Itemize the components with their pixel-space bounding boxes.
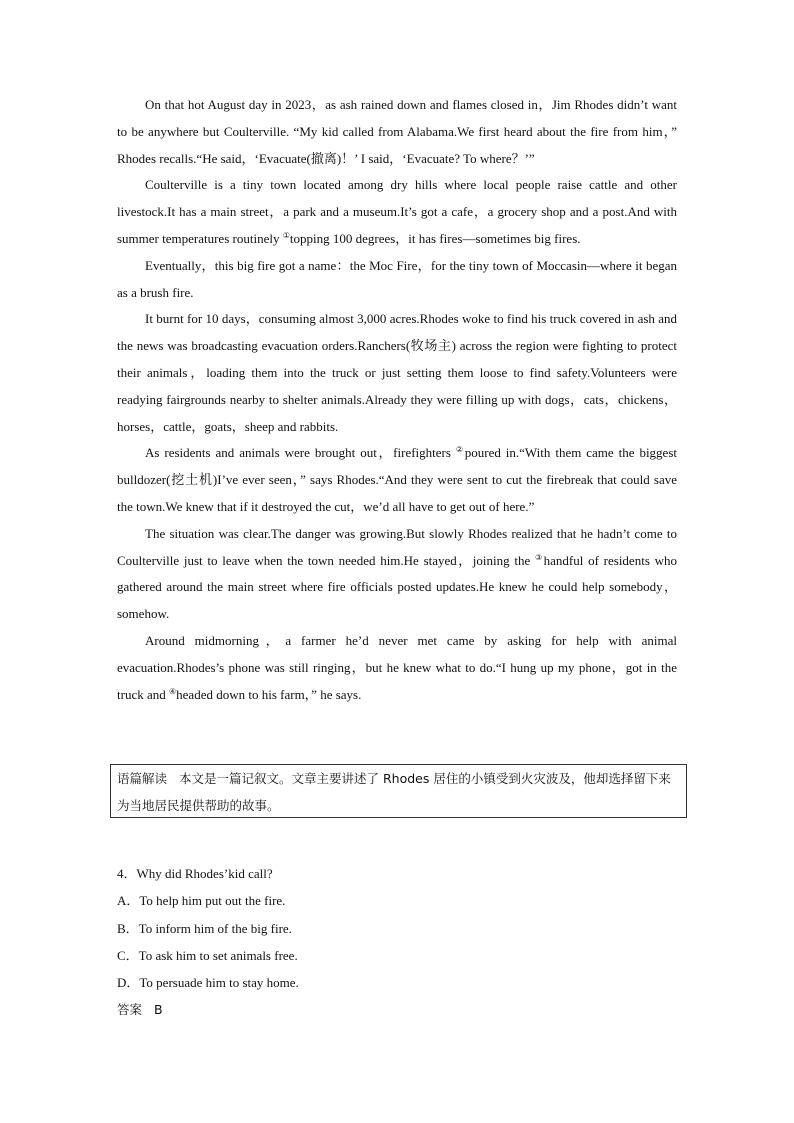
option-b: B．To inform him of the big fire. xyxy=(117,920,292,936)
paragraph-2-text-b: topping 100 degrees，it has fires—sometimes big fires. xyxy=(289,230,581,246)
footnote-marker-3: ③ xyxy=(534,552,544,562)
paragraph-6-text-a: The situation was clear.The danger was growing.But slowly Rhodes realized that he hadn’t come to Coulterville just to leave when the town needed him.He stayed，joining the xyxy=(117,525,677,568)
paragraph-7-text-a: Around midmorning，a farmer he’d never met came by asking for help with animal evacuation.Rhodes’s phone was still ringing，but he knew what to do.“I hung up my phone，got in the truck and xyxy=(117,632,677,702)
option-c: C．To ask him to set animals free. xyxy=(117,947,298,963)
answer-value: B xyxy=(154,1002,163,1018)
answer-label: 答案 xyxy=(117,1002,143,1018)
summary-label: 语篇解读 xyxy=(117,771,168,786)
footnote-marker-1: ① xyxy=(282,230,290,240)
option-a: A．To help him put out the fire. xyxy=(117,893,286,909)
paragraph-5-text-a: As residents and animals were brought out，firefighters xyxy=(145,445,456,461)
paragraph-7 xyxy=(117,628,677,708)
passage xyxy=(117,92,677,708)
paragraph-3: Eventually，this big fire got a name：the Moc Fire，for the tiny town of Moccasin—where it began as a brush fire. xyxy=(117,257,677,300)
footnote-marker-4: ④ xyxy=(168,686,177,696)
paragraph-6 xyxy=(117,521,677,628)
answer-line xyxy=(117,996,677,1023)
question-block xyxy=(117,860,677,1024)
paragraph-2-text-a: Coulterville is a tiny town located among dry hills where local people raise cattle and other livestock.It has a main street，a park and a museum.It’s got a cafe，a grocery shop and a post.And with summer temperatures routinely xyxy=(117,177,678,246)
summary-box xyxy=(110,764,687,818)
paragraph-1: On that hot August day in 2023，as ash rained down and flames closed in，Jim Rhodes didn’t want to be anywhere but Coulterville. “My kid called from Alabama.We first heard about the fire from him，” Rhodes recalls.“He said，‘Evacuate(撤离)！’ I said，‘Evacuate? To where？’” xyxy=(117,97,677,166)
paragraph-5 xyxy=(117,440,677,520)
paragraph-5-text-b: poured in.“With them came the biggest bulldozer(挖土机)I’ve ever seen，” says Rhodes.“And they were sent to cut the firebreak that could save the town.We knew that if it destroyed the cut，we’d all have to get out of here.” xyxy=(117,445,677,514)
paragraph-4: It burnt for 10 days，consuming almost 3,000 acres.Rhodes woke to find his truck covered in ash and the news was broadcasting evacuation orders.Ranchers(牧场主) across the region were fighting to protect their animals，loading them into the truck or just setting them loose to find safety.Volunteers were readying fairgrounds nearby to shelter animals.Already they were filling up with dogs，cats，chickens，horses，cattle，goats，sheep and rabbits. xyxy=(117,311,677,434)
paragraph-6-text-b: handful of residents who gathered around the main street where fire officials posted updates.He knew he could help somebody，somehow. xyxy=(117,552,678,622)
summary-text: 本文是一篇记叙文。文章主要讲述了 Rhodes 居住的小镇受到火灾波及，他却选择留下来为当地居民提供帮助的故事。 xyxy=(117,771,671,813)
footnote-marker-2: ② xyxy=(455,445,465,455)
option-d: D．To persuade him to stay home. xyxy=(117,975,299,991)
paragraph-7-text-b: headed down to his farm，” he says. xyxy=(176,686,362,702)
paragraph-2 xyxy=(117,172,677,252)
question-stem: 4．Why did Rhodes’kid call? xyxy=(117,866,273,881)
